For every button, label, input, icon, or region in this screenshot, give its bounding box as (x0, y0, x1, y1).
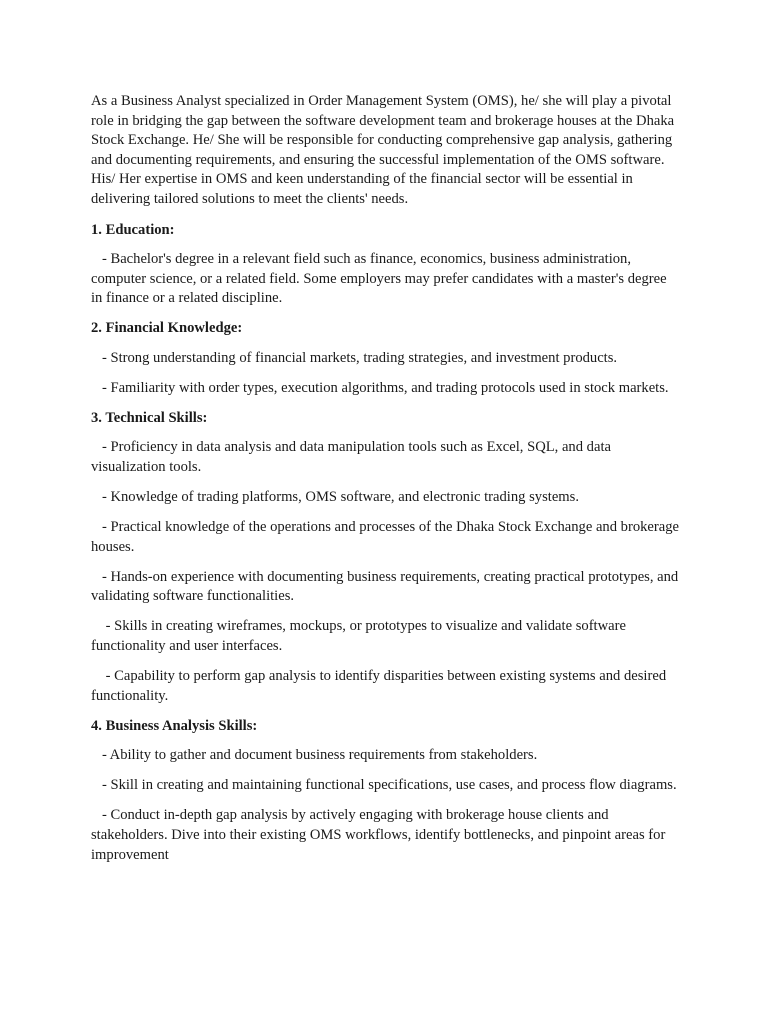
list-item: - Hands-on experience with documenting business requirements, creating practical prototypes, and validating software functionalities. (91, 568, 690, 605)
list-item: - Knowledge of trading platforms, OMS software, and electronic trading systems. (91, 488, 579, 505)
section-heading: 2. Financial Knowledge: (91, 320, 243, 337)
list-item: - Skills in creating wireframes, mockups, or prototypes to visualize and validate software functionality and user interfaces. (91, 618, 630, 654)
section-business-analysis-skills (91, 717, 681, 865)
list-item: - Capability to perform gap analysis to identify disparities between existing systems and desired functionality. (91, 668, 670, 704)
list-item: - Proficiency in data analysis and data manipulation tools such as Excel, SQL, and data visualization tools. (91, 439, 615, 475)
section-heading: 3. Technical Skills: (91, 409, 208, 426)
list-item: - Ability to gather and document business requirements from stakeholders. (91, 747, 538, 764)
list-item: - Conduct in-depth gap analysis by actively engaging with brokerage house clients and stakeholders. Dive into their existing OMS workflows, identify bottlenecks, and pinpoint areas for improvement (91, 807, 669, 863)
section-heading: 1. Education: (91, 221, 175, 238)
list-item: - Bachelor's degree in a relevant field such as finance, economics, business administration, computer science, or a related field. Some employers may prefer candidates with a master's degree in finance or a related discipline. (91, 250, 671, 307)
section-technical-skills (91, 409, 690, 706)
section-heading: 4. Business Analysis Skills: (91, 717, 258, 734)
list-item: - Practical knowledge of the operations and processes of the Dhaka Stock Exchange and brokerage houses. (91, 518, 683, 555)
section-financial-knowledge (91, 319, 681, 398)
document-page (91, 92, 690, 876)
list-item: - Skill in creating and maintaining functional specifications, use cases, and process flow diagrams. (91, 777, 677, 794)
section-education (91, 221, 681, 309)
list-item: - Familiarity with order types, execution algorithms, and trading protocols used in stock markets. (91, 379, 669, 396)
list-item: - Strong understanding of financial markets, trading strategies, and investment products. (91, 349, 618, 366)
intro-paragraph: As a Business Analyst specialized in Order Management System (OMS), he/ she will play a pivotal role in bridging the gap between the software development team and brokerage houses at the Dhaka Stock Exchange. He/ She will be responsible for conducting comprehensive gap analysis, gathering and documenting requirements, and ensuring the successful implementation of the OMS software. His/ Her expertise in OMS and keen understanding of the financial sector will be essential in delivering tailored solutions to meet the clients' needs. (91, 93, 678, 207)
